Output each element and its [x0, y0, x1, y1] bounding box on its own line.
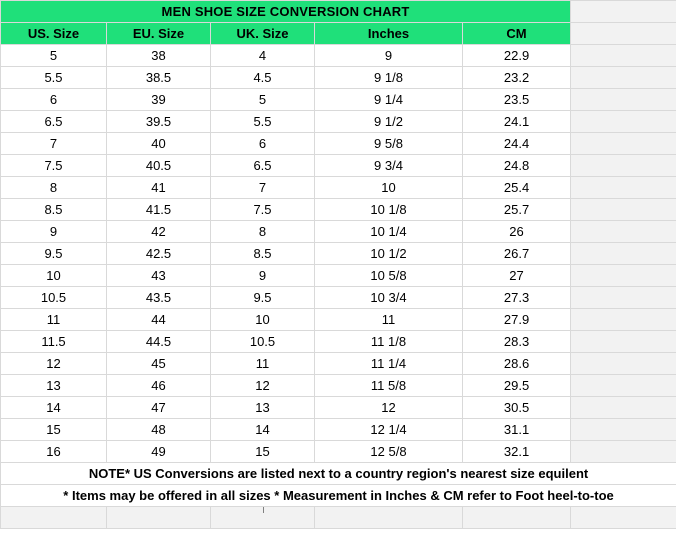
cell-uk-size[interactable]: 8: [211, 221, 315, 243]
empty-cell[interactable]: [571, 507, 676, 529]
note-conversions: NOTE* US Conversions are listed next to a country region's nearest size equilent: [1, 463, 676, 485]
empty-cell[interactable]: [571, 45, 676, 67]
table-row: [1, 155, 676, 177]
cell-cm[interactable]: 28.3: [463, 331, 571, 353]
cell-us-size[interactable]: 10: [1, 265, 107, 287]
cell-inches[interactable]: 11 1/8: [315, 331, 463, 353]
table-row: [1, 243, 676, 265]
cell-us-size[interactable]: 8.5: [1, 199, 107, 221]
table-row: [1, 133, 676, 155]
empty-cell[interactable]: [571, 89, 676, 111]
empty-cell[interactable]: [571, 155, 676, 177]
table-row: [1, 89, 676, 111]
cell-uk-size[interactable]: 6: [211, 133, 315, 155]
cell-eu-size[interactable]: 44.5: [107, 331, 211, 353]
cell-inches[interactable]: 10 1/8: [315, 199, 463, 221]
cell-uk-size[interactable]: 13: [211, 397, 315, 419]
cell-cm[interactable]: 26.7: [463, 243, 571, 265]
cell-uk-size[interactable]: 5: [211, 89, 315, 111]
cell-uk-size[interactable]: 8.5: [211, 243, 315, 265]
column-header-inches[interactable]: Inches: [315, 23, 463, 45]
cell-uk-size[interactable]: 11: [211, 353, 315, 375]
cell-uk-size[interactable]: 7.5: [211, 199, 315, 221]
table-row: [1, 177, 676, 199]
table-row: [1, 199, 676, 221]
cell-inches[interactable]: 9 1/4: [315, 89, 463, 111]
cell-uk-size[interactable]: 7: [211, 177, 315, 199]
cell-inches[interactable]: 9 1/2: [315, 111, 463, 133]
note-row: [1, 485, 676, 507]
cell-cm[interactable]: 24.8: [463, 155, 571, 177]
empty-cell[interactable]: [1, 507, 107, 529]
empty-cell[interactable]: [571, 287, 676, 309]
table-row: [1, 441, 676, 463]
cell-cm[interactable]: 26: [463, 221, 571, 243]
cell-eu-size[interactable]: 40.5: [107, 155, 211, 177]
cell-us-size[interactable]: 7.5: [1, 155, 107, 177]
column-header-cm[interactable]: CM: [463, 23, 571, 45]
cell-cm[interactable]: 31.1: [463, 419, 571, 441]
empty-cell[interactable]: [571, 419, 676, 441]
cell-eu-size[interactable]: 38: [107, 45, 211, 67]
note-measurement: * Items may be offered in all sizes * Measurement in Inches & CM refer to Foot heel-to-toe: [1, 485, 676, 507]
cell-inches[interactable]: 9 5/8: [315, 133, 463, 155]
cell-inches[interactable]: 11: [315, 309, 463, 331]
cell-eu-size[interactable]: 42.5: [107, 243, 211, 265]
column-header-us-size[interactable]: US. Size: [1, 23, 107, 45]
cell-us-size[interactable]: 13: [1, 375, 107, 397]
cell-us-size[interactable]: 15: [1, 419, 107, 441]
cell-us-size[interactable]: 5.5: [1, 67, 107, 89]
table-row: [1, 309, 676, 331]
empty-cell[interactable]: [571, 23, 676, 45]
cell-eu-size[interactable]: 38.5: [107, 67, 211, 89]
cell-us-size[interactable]: 11: [1, 309, 107, 331]
empty-cell[interactable]: [571, 375, 676, 397]
table-row: [1, 45, 676, 67]
cell-us-size[interactable]: 8: [1, 177, 107, 199]
cell-cm[interactable]: 25.7: [463, 199, 571, 221]
cell-cm[interactable]: 28.6: [463, 353, 571, 375]
cell-uk-size[interactable]: 15: [211, 441, 315, 463]
cell-cm[interactable]: 24.4: [463, 133, 571, 155]
cell-cm[interactable]: 22.9: [463, 45, 571, 67]
cell-uk-size[interactable]: 4: [211, 45, 315, 67]
empty-cell[interactable]: [463, 507, 571, 529]
cell-inches[interactable]: 9 3/4: [315, 155, 463, 177]
empty-cell[interactable]: [107, 507, 211, 529]
cell-uk-size[interactable]: 4.5: [211, 67, 315, 89]
cell-us-size[interactable]: 5: [1, 45, 107, 67]
table-row: [1, 67, 676, 89]
title-row: [1, 1, 676, 23]
cell-inches[interactable]: 10 1/2: [315, 243, 463, 265]
table-row: [1, 331, 676, 353]
cell-us-size[interactable]: 6: [1, 89, 107, 111]
cell-eu-size[interactable]: 42: [107, 221, 211, 243]
empty-cell[interactable]: [571, 177, 676, 199]
empty-cell[interactable]: [211, 507, 315, 529]
cell-uk-size[interactable]: 10.5: [211, 331, 315, 353]
cell-eu-size[interactable]: 47: [107, 397, 211, 419]
cell-us-size[interactable]: 11.5: [1, 331, 107, 353]
cell-eu-size[interactable]: 43: [107, 265, 211, 287]
cell-cm[interactable]: 30.5: [463, 397, 571, 419]
empty-cell[interactable]: [571, 331, 676, 353]
cell-cm[interactable]: 23.5: [463, 89, 571, 111]
empty-cell[interactable]: [571, 111, 676, 133]
empty-cell[interactable]: [571, 221, 676, 243]
table-row: [1, 353, 676, 375]
cell-inches[interactable]: 12 1/4: [315, 419, 463, 441]
cell-uk-size[interactable]: 9.5: [211, 287, 315, 309]
cell-us-size[interactable]: 9: [1, 221, 107, 243]
column-header-uk-size[interactable]: UK. Size: [211, 23, 315, 45]
empty-cell[interactable]: [571, 397, 676, 419]
table-body: [1, 1, 676, 529]
cell-us-size[interactable]: 12: [1, 353, 107, 375]
cell-uk-size[interactable]: 9: [211, 265, 315, 287]
cell-eu-size[interactable]: 39.5: [107, 111, 211, 133]
column-header-eu-size[interactable]: EU. Size: [107, 23, 211, 45]
cell-uk-size[interactable]: 5.5: [211, 111, 315, 133]
cell-eu-size[interactable]: 41: [107, 177, 211, 199]
cell-uk-size[interactable]: 10: [211, 309, 315, 331]
header-row: [1, 23, 676, 45]
cell-cm[interactable]: 27.3: [463, 287, 571, 309]
cell-eu-size[interactable]: 43.5: [107, 287, 211, 309]
empty-cell[interactable]: [571, 441, 676, 463]
cell-eu-size[interactable]: 48: [107, 419, 211, 441]
cell-us-size[interactable]: 9.5: [1, 243, 107, 265]
cell-us-size[interactable]: 10.5: [1, 287, 107, 309]
cell-eu-size[interactable]: 39: [107, 89, 211, 111]
empty-cell[interactable]: [571, 265, 676, 287]
empty-cell[interactable]: [571, 309, 676, 331]
cell-inches[interactable]: 9: [315, 45, 463, 67]
table-row: [1, 287, 676, 309]
cell-inches[interactable]: 9 1/8: [315, 67, 463, 89]
cell-inches[interactable]: 10 5/8: [315, 265, 463, 287]
cell-eu-size[interactable]: 46: [107, 375, 211, 397]
empty-row: [1, 507, 676, 529]
empty-cell[interactable]: [571, 199, 676, 221]
cell-us-size[interactable]: 6.5: [1, 111, 107, 133]
cell-us-size[interactable]: 7: [1, 133, 107, 155]
empty-cell[interactable]: [571, 353, 676, 375]
cell-inches[interactable]: 10: [315, 177, 463, 199]
cell-eu-size[interactable]: 49: [107, 441, 211, 463]
cell-inches[interactable]: 10 1/4: [315, 221, 463, 243]
table-row: [1, 221, 676, 243]
table-row: [1, 375, 676, 397]
cell-cm[interactable]: 24.1: [463, 111, 571, 133]
note-row: [1, 463, 676, 485]
cell-inches[interactable]: 12 5/8: [315, 441, 463, 463]
empty-cell[interactable]: [571, 133, 676, 155]
cell-cm[interactable]: 27.9: [463, 309, 571, 331]
empty-cell[interactable]: [571, 243, 676, 265]
cell-eu-size[interactable]: 45: [107, 353, 211, 375]
empty-cell[interactable]: [571, 67, 676, 89]
cell-us-size[interactable]: 16: [1, 441, 107, 463]
cell-cm[interactable]: 27: [463, 265, 571, 287]
cell-cm[interactable]: 25.4: [463, 177, 571, 199]
cell-uk-size[interactable]: 6.5: [211, 155, 315, 177]
cell-cm[interactable]: 23.2: [463, 67, 571, 89]
cell-inches[interactable]: 12: [315, 397, 463, 419]
table-row: [1, 419, 676, 441]
empty-cell[interactable]: [571, 1, 676, 23]
cell-cm[interactable]: 32.1: [463, 441, 571, 463]
cell-eu-size[interactable]: 41.5: [107, 199, 211, 221]
cell-inches[interactable]: 11 1/4: [315, 353, 463, 375]
cell-uk-size[interactable]: 14: [211, 419, 315, 441]
cell-uk-size[interactable]: 12: [211, 375, 315, 397]
cell-cm[interactable]: 29.5: [463, 375, 571, 397]
empty-cell[interactable]: [315, 507, 463, 529]
table-row: [1, 397, 676, 419]
cell-eu-size[interactable]: 40: [107, 133, 211, 155]
cell-us-size[interactable]: 14: [1, 397, 107, 419]
page-title: MEN SHOE SIZE CONVERSION CHART: [1, 1, 571, 23]
cell-inches[interactable]: 10 3/4: [315, 287, 463, 309]
cell-inches[interactable]: 11 5/8: [315, 375, 463, 397]
table-row: [1, 111, 676, 133]
table-row: [1, 265, 676, 287]
cell-eu-size[interactable]: 44: [107, 309, 211, 331]
